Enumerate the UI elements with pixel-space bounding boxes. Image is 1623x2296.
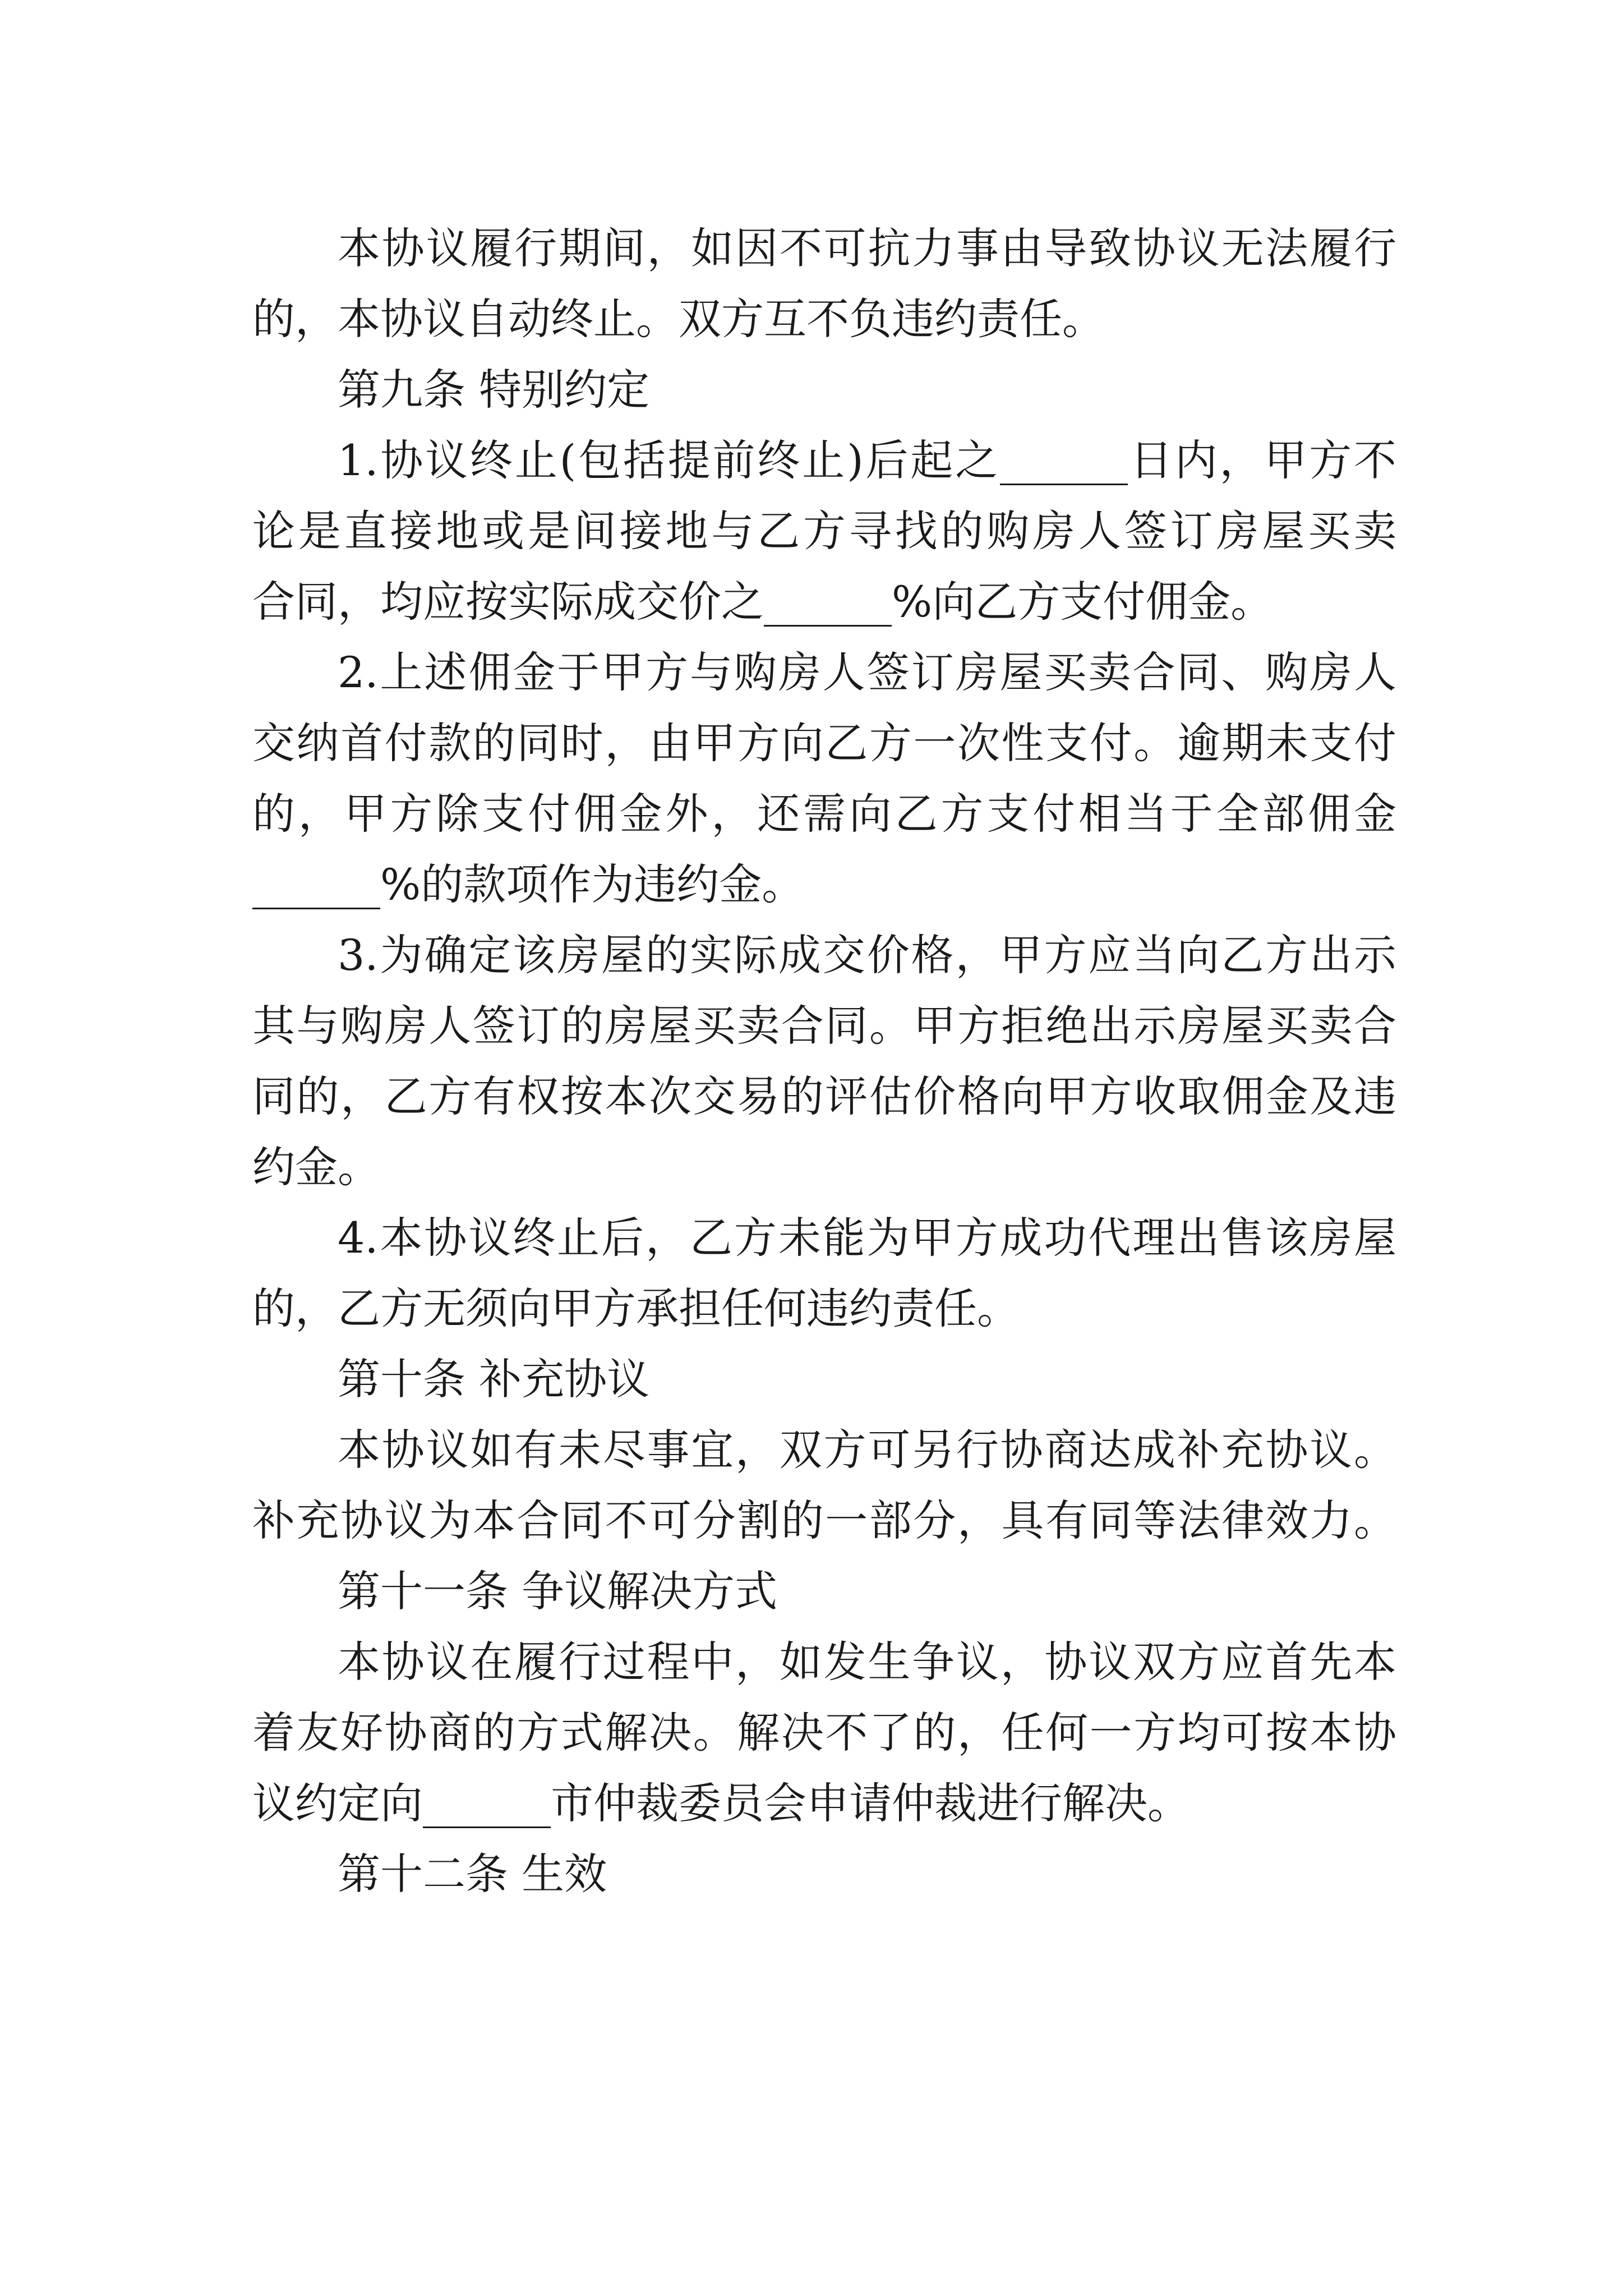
document-page <box>252 213 1396 1910</box>
section-heading-12: 第十二条 生效 <box>338 1849 607 1899</box>
paragraph-force-majeure <box>252 213 1396 355</box>
section-heading-11: 第十一条 争议解决方式 <box>338 1566 778 1616</box>
text-line: 4.本协议终止后，乙方未能为甲方成功代理出售该房屋 <box>338 1213 1396 1263</box>
text-line: 2.上述佣金于甲方与购房人签订房屋买卖合同、购房人 <box>338 647 1396 697</box>
text-line: 论是直接地或是间接地与乙方寻找的购房人签订房屋买卖 <box>252 506 1396 556</box>
text-line: 3.为确定该房屋的实际成交价格，甲方应当向乙方出示 <box>338 930 1396 980</box>
text-line: 其与购房人签订的房屋买卖合同。甲方拒绝出示房屋买卖合 <box>252 1001 1396 1051</box>
text-line: 的，本协议自动终止。双方互不负违约责任。 <box>252 294 1105 344</box>
text-line: 1.协议终止(包括提前终止)后起之______日内，甲方不 <box>338 435 1396 485</box>
text-line: 同的，乙方有权按本次交易的评估价格向甲方收取佣金及违 <box>252 1071 1396 1121</box>
paragraph-clause-1 <box>252 425 1396 637</box>
paragraph-dispute <box>252 1627 1396 1839</box>
text-line: 议约定向______市仲裁委员会申请仲裁进行解决。 <box>252 1778 1190 1828</box>
text-line: 的，甲方除支付佣金外，还需向乙方支付相当于全部佣金 <box>252 789 1396 839</box>
text-line: 本协议履行期间，如因不可抗力事由导致协议无法履行 <box>338 223 1396 273</box>
text-line: 本协议如有未尽事宜，双方可另行协商达成补充协议。 <box>338 1425 1396 1475</box>
text-line: 着友好协商的方式解决。解决不了的，任何一方均可按本协 <box>252 1708 1396 1757</box>
text-line: 约金。 <box>252 1142 380 1192</box>
text-line: 补充协议为本合同不可分割的一部分，具有同等法律效力。 <box>252 1496 1396 1545</box>
text-line: 本协议在履行过程中，如发生争议，协议双方应首先本 <box>338 1637 1396 1687</box>
text-line: 交纳首付款的同时，由甲方向乙方一次性支付。逾期未支付 <box>252 718 1396 768</box>
text-line: 合同，均应按实际成交价之______%向乙方支付佣金。 <box>252 577 1274 627</box>
paragraph-clause-2 <box>252 637 1396 920</box>
paragraph-clause-3 <box>252 920 1396 1203</box>
paragraph-supplementary <box>252 1415 1396 1556</box>
section-heading-10: 第十条 补充协议 <box>338 1354 650 1404</box>
text-line: ______%的款项作为违约金。 <box>252 859 805 909</box>
section-heading-9: 第九条 特别约定 <box>338 365 650 415</box>
paragraph-clause-4 <box>252 1203 1396 1344</box>
text-line: 的，乙方无须向甲方承担任何违约责任。 <box>252 1283 1020 1333</box>
